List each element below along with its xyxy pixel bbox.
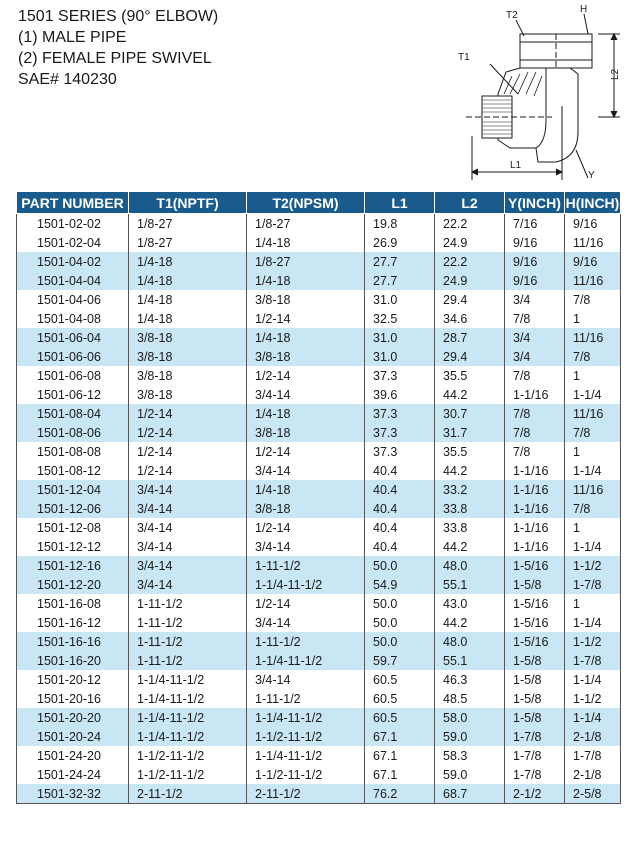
table-cell: 40.4 — [365, 499, 435, 518]
col-l2: L2 — [435, 192, 505, 214]
table-cell: 1-1/4 — [565, 670, 621, 689]
table-cell: 1-1/16 — [505, 518, 565, 537]
table-cell: 1501-20-20 — [17, 708, 129, 727]
table-cell: 3/4-14 — [247, 613, 365, 632]
table-cell: 1-1/4 — [565, 537, 621, 556]
table-cell: 39.6 — [365, 385, 435, 404]
table-cell: 44.2 — [435, 537, 505, 556]
series-line-male-pipe: (1) MALE PIPE — [18, 29, 127, 46]
table-cell: 1 — [565, 518, 621, 537]
table-cell: 1501-08-08 — [17, 442, 129, 461]
table-cell: 1501-12-20 — [17, 575, 129, 594]
table-cell: 1501-16-12 — [17, 613, 129, 632]
table-cell: 43.0 — [435, 594, 505, 613]
t1-label: T1 — [458, 52, 470, 63]
table-cell: 1-1/2-11-1/2 — [129, 765, 247, 784]
table-cell: 9/16 — [505, 271, 565, 290]
table-cell: 1 — [565, 442, 621, 461]
table-cell: 2-5/8 — [565, 784, 621, 804]
table-header-row — [17, 192, 621, 214]
table-cell: 1501-04-08 — [17, 309, 129, 328]
table-cell: 1501-06-04 — [17, 328, 129, 347]
table-cell: 1-1/4-11-1/2 — [247, 651, 365, 670]
table-cell: 1/8-27 — [129, 214, 247, 234]
table-cell: 1/4-18 — [247, 271, 365, 290]
table-cell: 1 — [565, 594, 621, 613]
table-cell: 1 — [565, 366, 621, 385]
table-cell: 48.0 — [435, 556, 505, 575]
table-cell: 1-5/16 — [505, 556, 565, 575]
table-cell: 44.2 — [435, 461, 505, 480]
table-cell: 29.4 — [435, 290, 505, 309]
table-cell: 67.1 — [365, 746, 435, 765]
table-cell: 1/2-14 — [129, 442, 247, 461]
table-cell: 31.0 — [365, 290, 435, 309]
table-cell: 1-1/16 — [505, 480, 565, 499]
table-row — [17, 309, 621, 328]
table-cell: 1501-24-20 — [17, 746, 129, 765]
table-cell: 1-1/16 — [505, 537, 565, 556]
table-cell: 1-7/8 — [565, 575, 621, 594]
table-cell: 33.8 — [435, 518, 505, 537]
table-row — [17, 347, 621, 366]
table-cell: 1/8-27 — [247, 214, 365, 234]
table-cell: 1-7/8 — [505, 746, 565, 765]
table-cell: 1/4-18 — [129, 290, 247, 309]
table-cell: 1-5/8 — [505, 651, 565, 670]
table-cell: 3/4-14 — [247, 537, 365, 556]
dimension-table — [16, 191, 621, 804]
l1-label: L1 — [510, 160, 522, 171]
table-cell: 31.0 — [365, 328, 435, 347]
table-cell: 3/4-14 — [129, 575, 247, 594]
table-row — [17, 328, 621, 347]
table-cell: 1/2-14 — [129, 404, 247, 423]
table-cell: 1-1/4 — [565, 461, 621, 480]
table-cell: 1-5/8 — [505, 708, 565, 727]
table-cell: 1-11-1/2 — [129, 632, 247, 651]
table-cell: 1-11-1/2 — [247, 689, 365, 708]
table-cell: 1501-08-06 — [17, 423, 129, 442]
table-cell: 29.4 — [435, 347, 505, 366]
table-cell: 9/16 — [565, 214, 621, 234]
table-cell: 40.4 — [365, 480, 435, 499]
table-cell: 1-11-1/2 — [129, 613, 247, 632]
table-cell: 1-5/16 — [505, 632, 565, 651]
table-cell: 40.4 — [365, 537, 435, 556]
table-cell: 1-1/2 — [565, 556, 621, 575]
table-cell: 32.5 — [365, 309, 435, 328]
table-cell: 3/8-18 — [129, 366, 247, 385]
table-cell: 1-1/16 — [505, 499, 565, 518]
table-cell: 59.0 — [435, 765, 505, 784]
table-cell: 37.3 — [365, 442, 435, 461]
table-row — [17, 613, 621, 632]
table-cell: 44.2 — [435, 613, 505, 632]
table-cell: 59.0 — [435, 727, 505, 746]
table-cell: 26.9 — [365, 233, 435, 252]
table-cell: 3/4-14 — [129, 518, 247, 537]
table-cell: 1-1/2 — [565, 689, 621, 708]
table-cell: 1-1/4-11-1/2 — [247, 746, 365, 765]
series-header — [18, 6, 218, 90]
col-part-number: PART NUMBER — [17, 192, 129, 214]
table-row — [17, 727, 621, 746]
table-cell: 1-1/2-11-1/2 — [247, 727, 365, 746]
table-cell: 1-1/4-11-1/2 — [247, 708, 365, 727]
table-cell: 11/16 — [565, 328, 621, 347]
table-cell: 1/2-14 — [247, 309, 365, 328]
table-cell: 3/4-14 — [129, 537, 247, 556]
table-cell: 1501-08-12 — [17, 461, 129, 480]
table-cell: 1-5/16 — [505, 594, 565, 613]
table-cell: 3/8-18 — [247, 423, 365, 442]
table-cell: 40.4 — [365, 461, 435, 480]
table-cell: 7/8 — [565, 347, 621, 366]
table-cell: 1-7/8 — [565, 746, 621, 765]
table-body — [17, 214, 621, 804]
table-cell: 1-11-1/2 — [247, 556, 365, 575]
table-cell: 1-1/16 — [505, 461, 565, 480]
table-cell: 9/16 — [505, 233, 565, 252]
table-cell: 7/8 — [505, 442, 565, 461]
table-cell: 1 — [565, 309, 621, 328]
table-cell: 50.0 — [365, 632, 435, 651]
table-cell: 7/8 — [565, 290, 621, 309]
table-cell: 35.5 — [435, 442, 505, 461]
table-cell: 1501-02-02 — [17, 214, 129, 234]
table-cell: 9/16 — [505, 252, 565, 271]
table-cell: 1501-12-06 — [17, 499, 129, 518]
table-row — [17, 366, 621, 385]
table-cell: 7/8 — [505, 309, 565, 328]
table-cell: 1/4-18 — [247, 328, 365, 347]
table-cell: 1501-06-08 — [17, 366, 129, 385]
table-cell: 1501-20-12 — [17, 670, 129, 689]
table-row — [17, 404, 621, 423]
table-cell: 3/8-18 — [129, 385, 247, 404]
table-cell: 1501-12-16 — [17, 556, 129, 575]
table-cell: 1/4-18 — [247, 480, 365, 499]
table-cell: 1/2-14 — [129, 461, 247, 480]
table-cell: 1501-20-24 — [17, 727, 129, 746]
table-cell: 7/8 — [505, 423, 565, 442]
table-cell: 60.5 — [365, 689, 435, 708]
table-row — [17, 442, 621, 461]
table-cell: 1501-06-06 — [17, 347, 129, 366]
series-line-female-swivel: (2) FEMALE PIPE SWIVEL — [18, 50, 212, 67]
table-row — [17, 689, 621, 708]
table-row — [17, 290, 621, 309]
table-cell: 3/4-14 — [247, 461, 365, 480]
table-row — [17, 461, 621, 480]
table-cell: 3/4-14 — [129, 499, 247, 518]
table-cell: 50.0 — [365, 613, 435, 632]
table-cell: 27.7 — [365, 252, 435, 271]
table-row — [17, 651, 621, 670]
table-cell: 1-1/4 — [565, 708, 621, 727]
table-cell: 1-1/16 — [505, 385, 565, 404]
table-cell: 1501-06-12 — [17, 385, 129, 404]
table-cell: 1/8-27 — [247, 252, 365, 271]
table-cell: 3/4 — [505, 290, 565, 309]
table-cell: 1/2-14 — [247, 594, 365, 613]
table-cell: 2-1/8 — [565, 765, 621, 784]
table-cell: 67.1 — [365, 727, 435, 746]
h-label: H — [580, 4, 588, 15]
table-cell: 55.1 — [435, 651, 505, 670]
table-cell: 1-1/4-11-1/2 — [129, 670, 247, 689]
table-cell: 1-1/2-11-1/2 — [247, 765, 365, 784]
table-cell: 1-1/4-11-1/2 — [247, 575, 365, 594]
table-cell: 58.0 — [435, 708, 505, 727]
table-cell: 48.0 — [435, 632, 505, 651]
col-t1: T1(NPTF) — [129, 192, 247, 214]
table-cell: 58.3 — [435, 746, 505, 765]
table-cell: 3/4-14 — [129, 480, 247, 499]
table-cell: 31.7 — [435, 423, 505, 442]
table-row — [17, 499, 621, 518]
table-cell: 1-5/8 — [505, 575, 565, 594]
table-cell: 3/8-18 — [129, 328, 247, 347]
table-cell: 7/8 — [565, 499, 621, 518]
table-cell: 68.7 — [435, 784, 505, 804]
table-cell: 1501-16-08 — [17, 594, 129, 613]
table-cell: 76.2 — [365, 784, 435, 804]
table-cell: 1/4-18 — [129, 309, 247, 328]
table-cell: 1/2-14 — [247, 518, 365, 537]
table-row — [17, 632, 621, 651]
table-cell: 1501-02-04 — [17, 233, 129, 252]
table-cell: 48.5 — [435, 689, 505, 708]
table-cell: 1501-12-08 — [17, 518, 129, 537]
table-cell: 3/4-14 — [129, 556, 247, 575]
table-cell: 1-1/4 — [565, 385, 621, 404]
table-cell: 11/16 — [565, 480, 621, 499]
table-cell: 11/16 — [565, 404, 621, 423]
table-cell: 3/8-18 — [129, 347, 247, 366]
table-cell: 3/8-18 — [247, 290, 365, 309]
table-cell: 59.7 — [365, 651, 435, 670]
table-cell: 9/16 — [565, 252, 621, 271]
table-cell: 11/16 — [565, 233, 621, 252]
table-cell: 60.5 — [365, 670, 435, 689]
t2-label: T2 — [506, 10, 518, 21]
table-cell: 44.2 — [435, 385, 505, 404]
table-row — [17, 252, 621, 271]
table-cell: 28.7 — [435, 328, 505, 347]
table-cell: 37.3 — [365, 404, 435, 423]
table-cell: 24.9 — [435, 233, 505, 252]
sae-number: SAE# 140230 — [18, 71, 117, 88]
table-cell: 37.3 — [365, 366, 435, 385]
table-cell: 1-11-1/2 — [129, 594, 247, 613]
table-cell: 67.1 — [365, 765, 435, 784]
l2-label: L2 — [610, 68, 621, 80]
table-row — [17, 556, 621, 575]
table-cell: 35.5 — [435, 366, 505, 385]
table-cell: 2-11-1/2 — [247, 784, 365, 804]
table-cell: 3/4-14 — [247, 670, 365, 689]
table-cell: 1/4-18 — [247, 233, 365, 252]
table-cell: 50.0 — [365, 594, 435, 613]
table-cell: 2-1/8 — [565, 727, 621, 746]
table-cell: 1/4-18 — [247, 404, 365, 423]
table-row — [17, 480, 621, 499]
table-cell: 7/8 — [565, 423, 621, 442]
table-cell: 1-11-1/2 — [129, 651, 247, 670]
table-cell: 1501-24-24 — [17, 765, 129, 784]
table-row — [17, 708, 621, 727]
col-t2: T2(NPSM) — [247, 192, 365, 214]
table-cell: 3/4-14 — [247, 385, 365, 404]
table-cell: 1501-04-06 — [17, 290, 129, 309]
table-row — [17, 214, 621, 234]
table-cell: 1501-12-12 — [17, 537, 129, 556]
table-cell: 1-1/4-11-1/2 — [129, 708, 247, 727]
table-row — [17, 537, 621, 556]
table-cell: 2-1/2 — [505, 784, 565, 804]
table-cell: 33.8 — [435, 499, 505, 518]
table-cell: 46.3 — [435, 670, 505, 689]
table-cell: 7/8 — [505, 366, 565, 385]
table-cell: 1/2-14 — [247, 442, 365, 461]
col-l1: L1 — [365, 192, 435, 214]
table-cell: 1501-04-04 — [17, 271, 129, 290]
table-row — [17, 385, 621, 404]
table-cell: 1-5/16 — [505, 613, 565, 632]
table-cell: 33.2 — [435, 480, 505, 499]
table-cell: 1501-08-04 — [17, 404, 129, 423]
table-row — [17, 233, 621, 252]
table-row — [17, 670, 621, 689]
table-cell: 1-1/4-11-1/2 — [129, 689, 247, 708]
table-cell: 54.9 — [365, 575, 435, 594]
table-cell: 1-1/4 — [565, 613, 621, 632]
table-row — [17, 575, 621, 594]
table-cell: 1/4-18 — [129, 252, 247, 271]
series-title: 1501 SERIES (90° ELBOW) — [18, 8, 219, 25]
table-cell: 60.5 — [365, 708, 435, 727]
table-cell: 1501-16-16 — [17, 632, 129, 651]
col-y: Y(INCH) — [505, 192, 565, 214]
table-cell: 1-5/8 — [505, 689, 565, 708]
table-cell: 1-11-1/2 — [247, 632, 365, 651]
table-row — [17, 423, 621, 442]
table-cell: 1-1/2 — [565, 632, 621, 651]
table-row — [17, 784, 621, 804]
table-cell: 3/4 — [505, 347, 565, 366]
table-cell: 1501-32-32 — [17, 784, 129, 804]
table-row — [17, 746, 621, 765]
table-cell: 1/8-27 — [129, 233, 247, 252]
table-row — [17, 765, 621, 784]
table-cell: 1/2-14 — [247, 366, 365, 385]
table-cell: 2-11-1/2 — [129, 784, 247, 804]
table-cell: 55.1 — [435, 575, 505, 594]
table-row — [17, 271, 621, 290]
table-cell: 1/4-18 — [129, 271, 247, 290]
table-cell: 1-1/4-11-1/2 — [129, 727, 247, 746]
table-cell: 30.7 — [435, 404, 505, 423]
y-label: Y — [588, 170, 595, 180]
table-cell: 24.9 — [435, 271, 505, 290]
table-cell: 1501-16-20 — [17, 651, 129, 670]
table-cell: 1-7/8 — [505, 727, 565, 746]
table-cell: 1501-04-02 — [17, 252, 129, 271]
table-cell: 1-1/2-11-1/2 — [129, 746, 247, 765]
table-cell: 1/2-14 — [129, 423, 247, 442]
table-cell: 50.0 — [365, 556, 435, 575]
table-cell: 3/4 — [505, 328, 565, 347]
table-cell: 3/8-18 — [247, 499, 365, 518]
table-cell: 31.0 — [365, 347, 435, 366]
table-cell: 1-7/8 — [505, 765, 565, 784]
table-cell: 1501-20-16 — [17, 689, 129, 708]
table-cell: 19.8 — [365, 214, 435, 234]
table-cell: 34.6 — [435, 309, 505, 328]
col-h: H(INCH) — [565, 192, 621, 214]
table-row — [17, 594, 621, 613]
table-cell: 1501-12-04 — [17, 480, 129, 499]
table-cell: 11/16 — [565, 271, 621, 290]
table-cell: 7/16 — [505, 214, 565, 234]
table-cell: 22.2 — [435, 252, 505, 271]
table-cell: 1-5/8 — [505, 670, 565, 689]
table-cell: 37.3 — [365, 423, 435, 442]
table-cell: 22.2 — [435, 214, 505, 234]
table-row — [17, 518, 621, 537]
table-cell: 7/8 — [505, 404, 565, 423]
table-cell: 27.7 — [365, 271, 435, 290]
table-cell: 3/8-18 — [247, 347, 365, 366]
table-cell: 40.4 — [365, 518, 435, 537]
table-cell: 1-7/8 — [565, 651, 621, 670]
elbow-fitting-drawing — [448, 2, 634, 180]
